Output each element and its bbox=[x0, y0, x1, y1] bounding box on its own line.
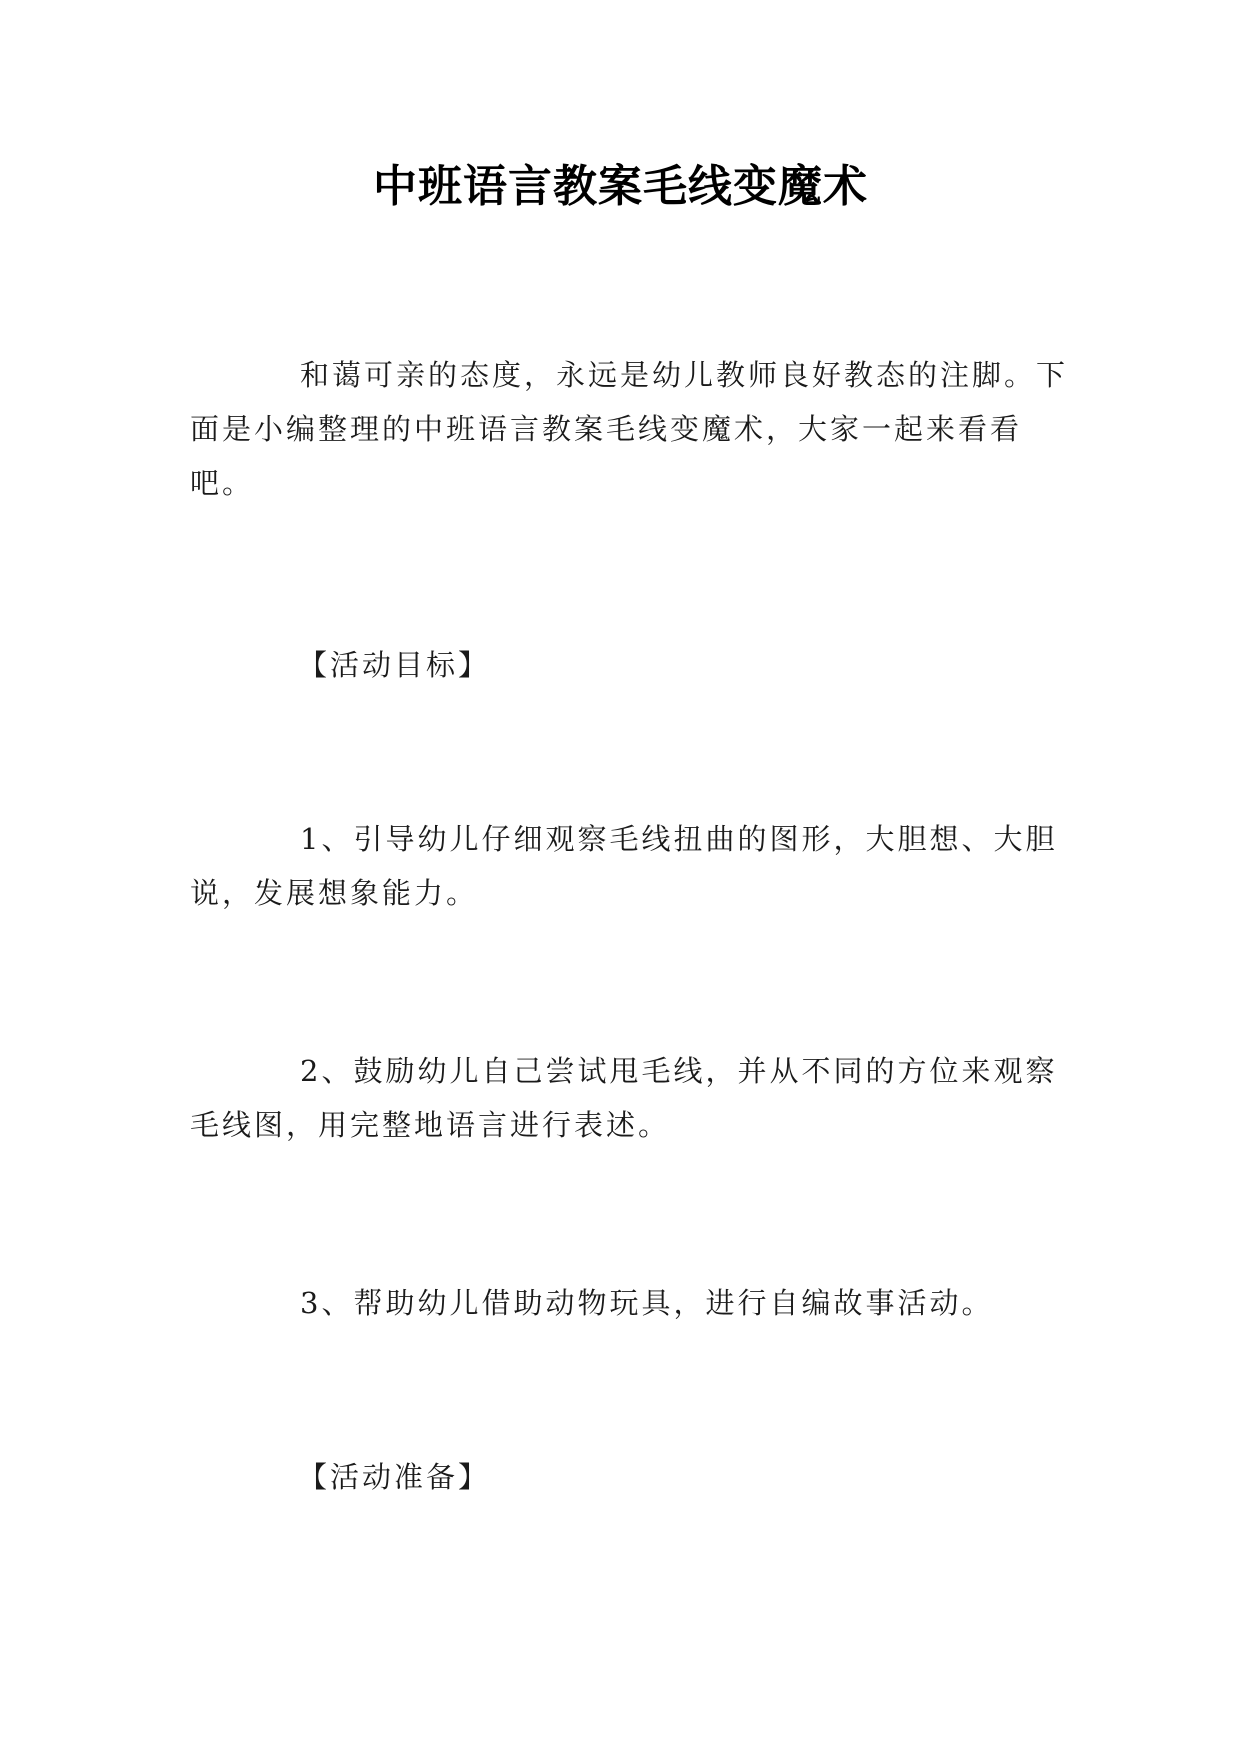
goal-item-2: 2、鼓励幼儿自己尝试甩毛线，并从不同的方位来观察毛线图，用完整地语言进行表述。 bbox=[190, 1054, 1058, 1142]
section-heading-preparation: 【活动准备】 bbox=[298, 1460, 491, 1494]
intro-paragraph: 和蔼可亲的态度，永远是幼儿教师良好教态的注脚。下面是小编整理的中班语言教案毛线变魔术，大家一起来看看吧。 bbox=[190, 358, 1069, 500]
goal-item-1: 1、引导幼儿仔细观察毛线扭曲的图形，大胆想、大胆说，发展想象能力。 bbox=[190, 822, 1058, 910]
document-title: 中班语言教案毛线变魔术 bbox=[373, 161, 868, 212]
section-heading-goals: 【活动目标】 bbox=[298, 648, 491, 682]
goal-item-3: 3、帮助幼儿借助动物玩具，进行自编故事活动。 bbox=[300, 1286, 994, 1320]
